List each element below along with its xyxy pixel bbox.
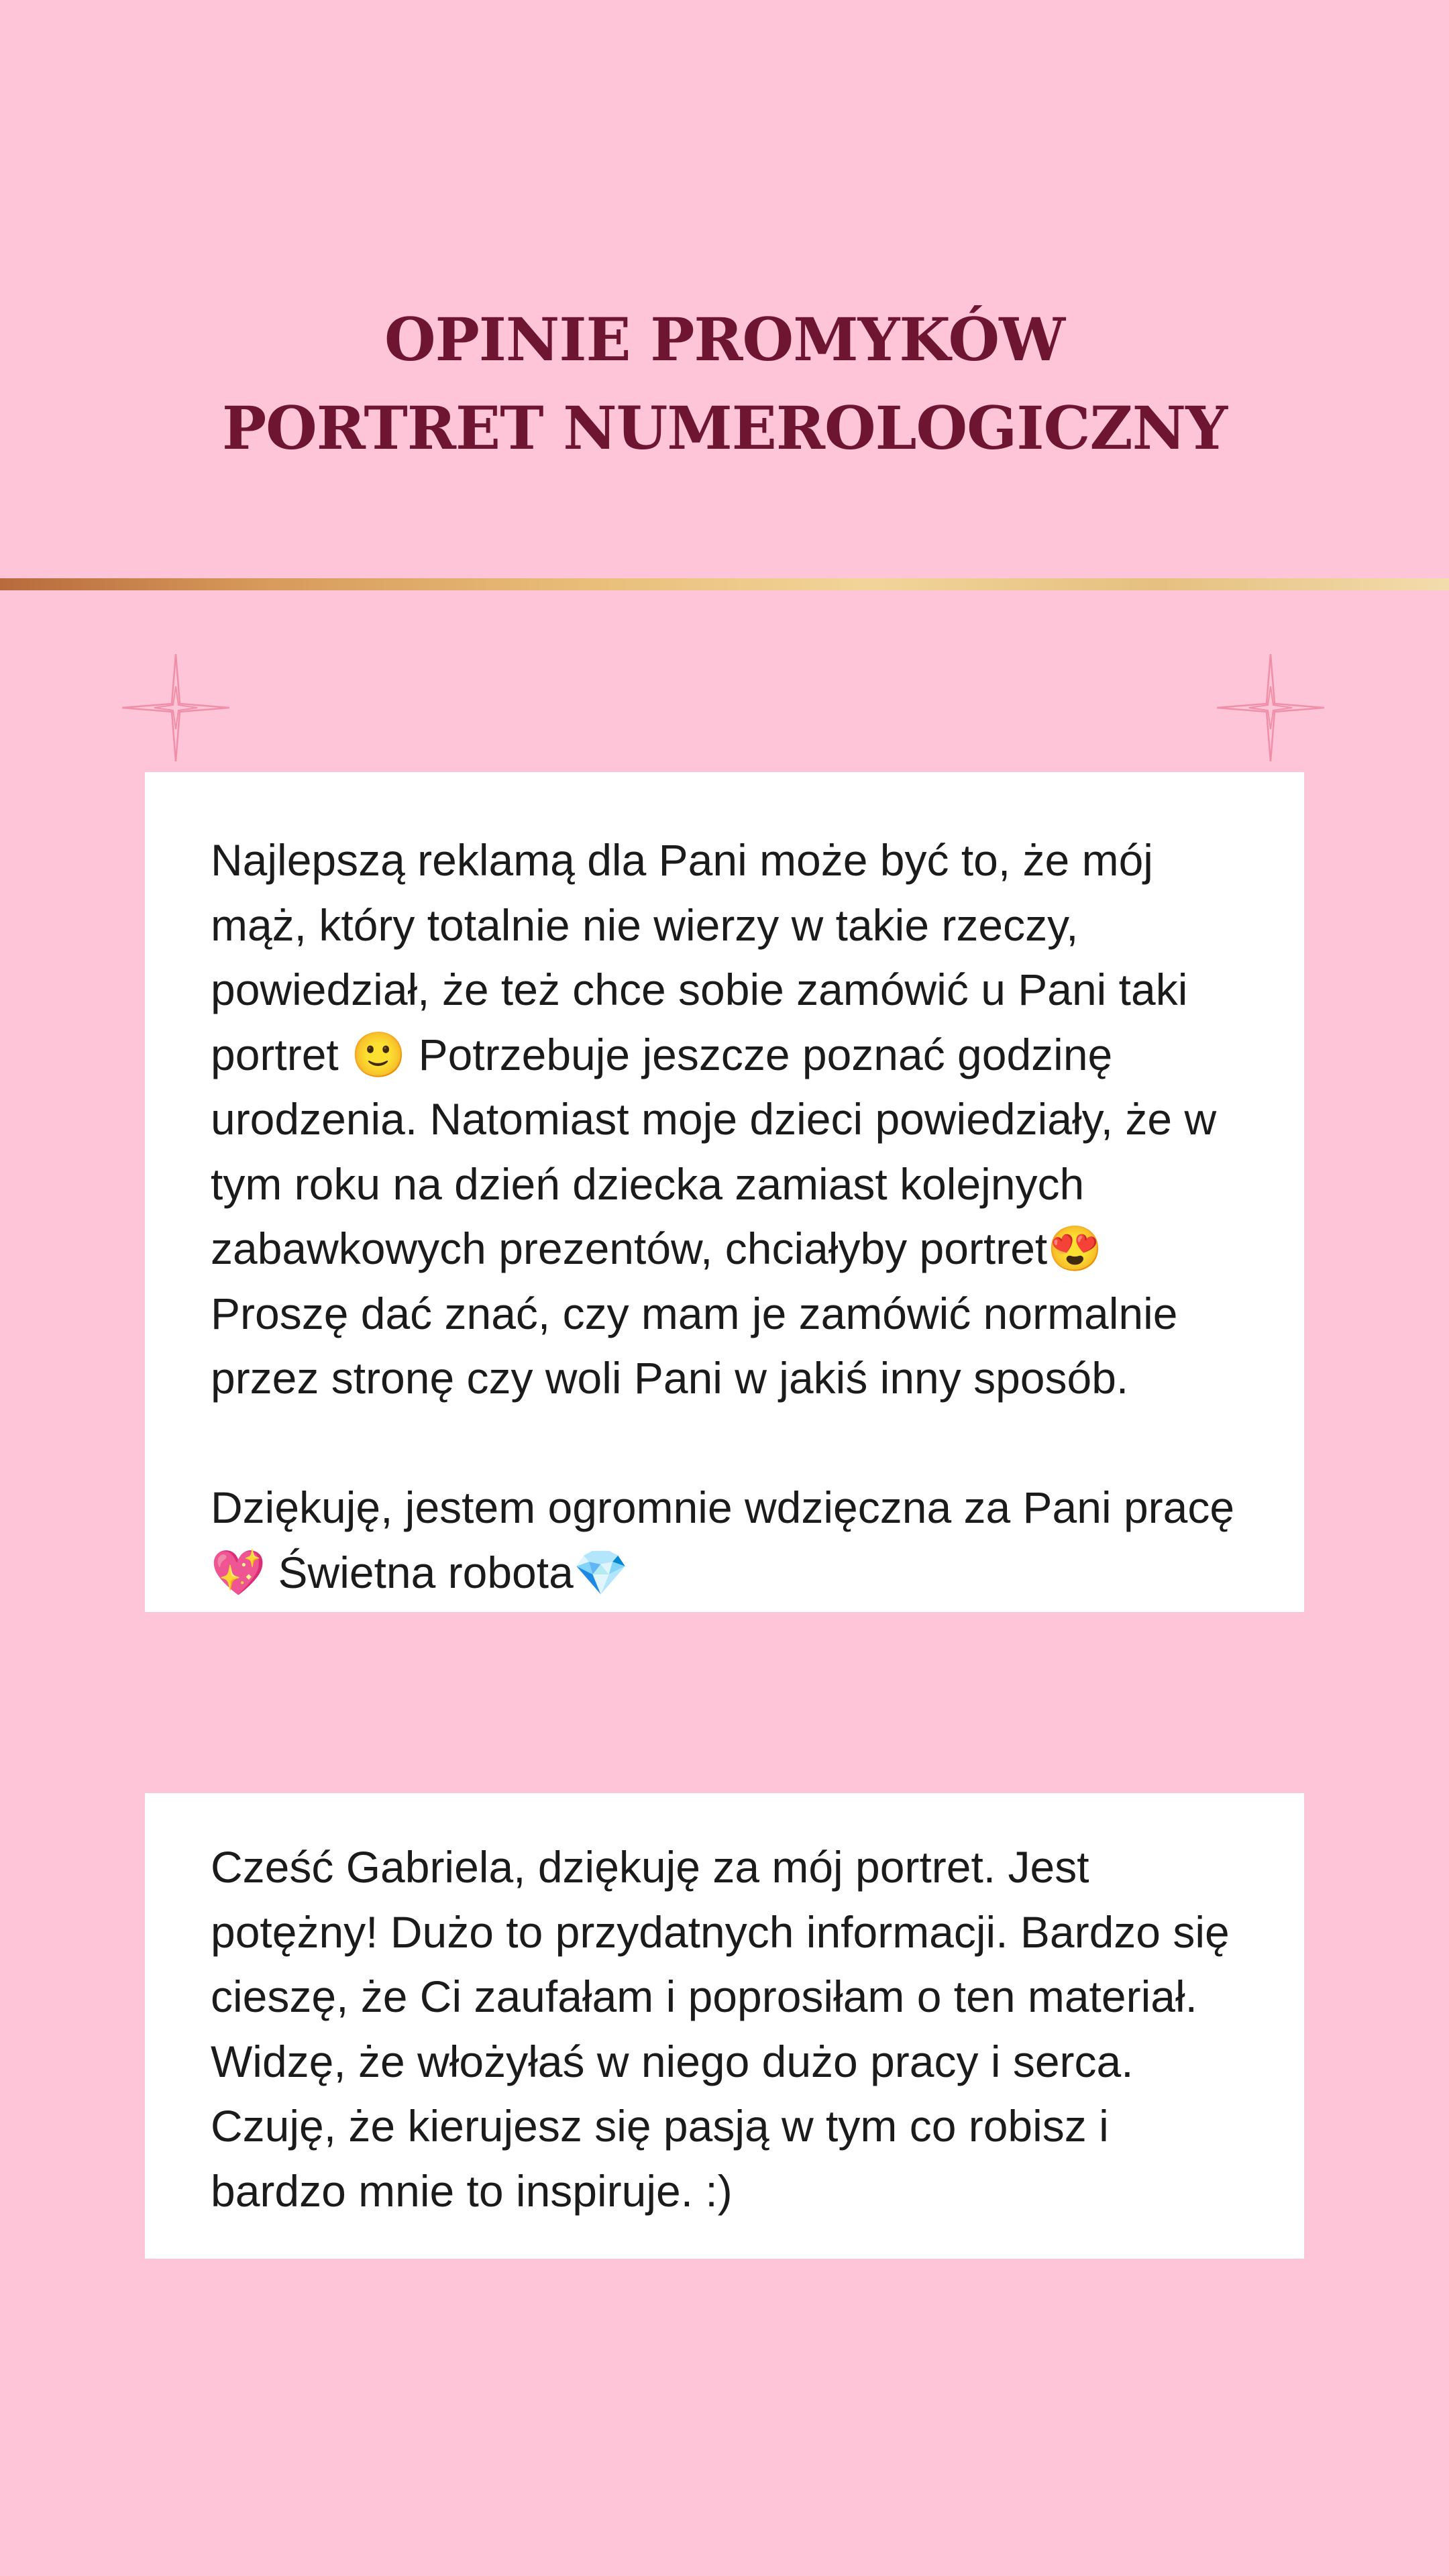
sparkle-icon: [122, 654, 229, 761]
review-text: Dziękuję, jestem ogromnie wdzięczna za Pani pracę💖 Świetna robota💎: [211, 1483, 1235, 1597]
gold-divider: [0, 578, 1449, 590]
sparkle-icon: [1217, 654, 1324, 761]
page-title: [0, 295, 1449, 472]
review-text: Cześć Gabriela, dziękuję za mój portret. Jest potężny! Dużo to przydatnych informacji. Bardzo się cieszę, że Ci zaufałam i poprosiłam o ten materiał. Widzę, że włożyłaś w niego dużo pracy i serca. Czuję, że kierujesz się pasją w tym co robisz i bardzo mnie to inspiruje. :): [211, 1842, 1230, 2216]
page-title-line-2: PORTRET NUMEROLOGICZNY: [221, 393, 1228, 463]
review-text: Najlepszą reklamą dla Pani może być to, że mój mąż, który totalnie nie wierzy w takie rzeczy, powiedział, że też chce sobie zamówić u Pani taki portret 🙂 Potrzebuje jeszcze poznać godzinę urodzenia. Natomiast moje dzieci powiedziały, że w tym roku na dzień dziecka zamiast kolejnych zabawkowych prezentów, chciałyby portret😍 Proszę dać znać, czy mam je zamówić normalnie przez stronę czy woli Pani w jakiś inny sposób.: [211, 835, 1217, 1403]
review-card: [145, 1793, 1304, 2259]
page-title-line-1: OPINIE PROMYKÓW: [384, 305, 1065, 374]
review-card: [145, 772, 1304, 1612]
